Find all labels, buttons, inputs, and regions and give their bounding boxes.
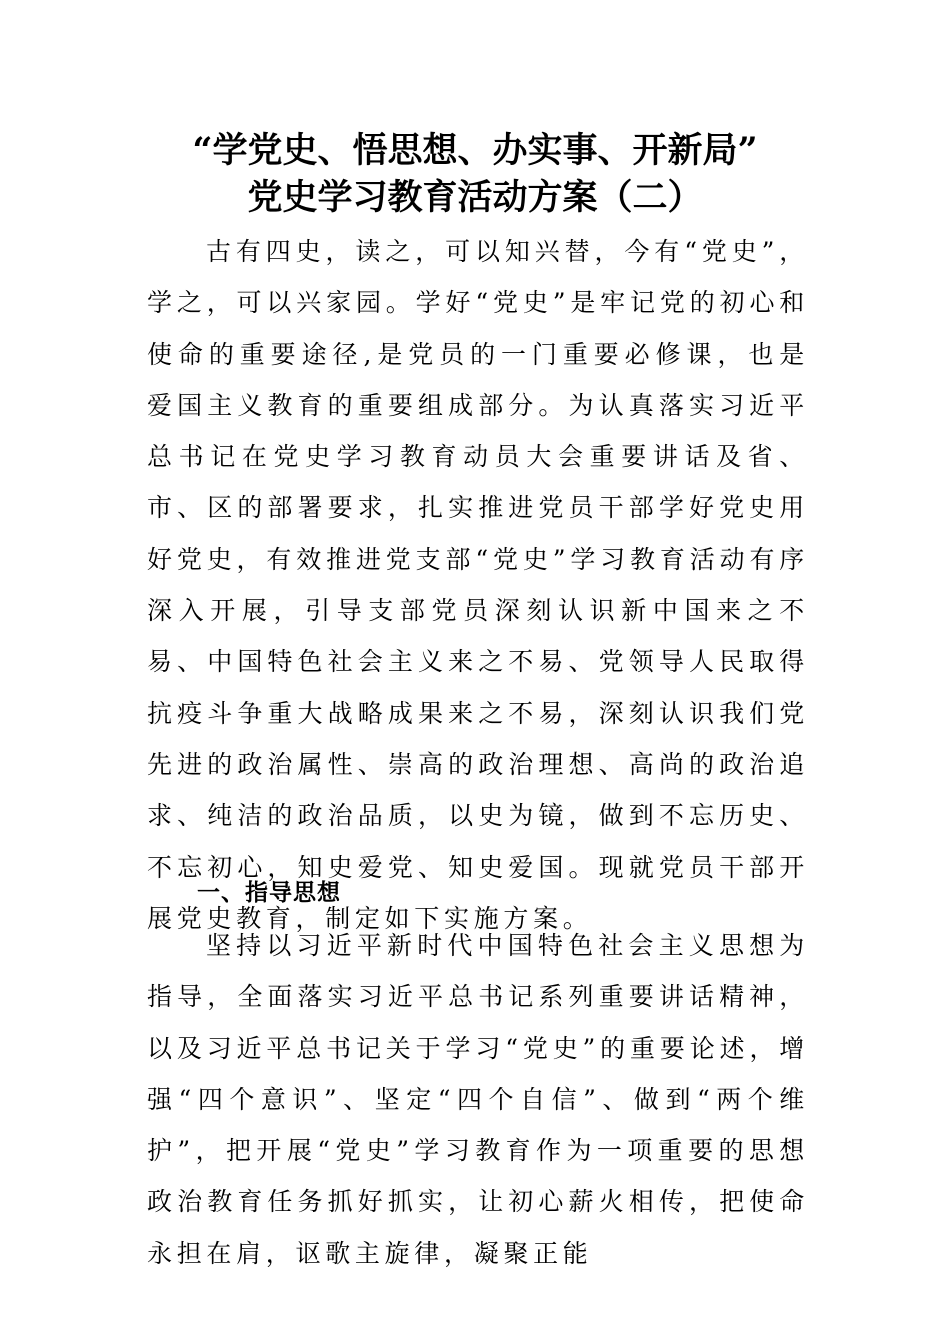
- section1-paragraph: 坚持以习近平新时代中国特色社会主义思想为指导，全面落实习近平总书记系列重要讲话精神，以及习近平总书记关于学习“党史”的重要论述，增强“四个意识”、坚定“四个自信”、做到“两个维护”，把开展“党史”学习教育作为一项重要的思想政治教育任务抓好抓实，让初心薪火相传，把使命永担在肩，讴歌主旋律，凝聚正能: [147, 931, 809, 1268]
- intro-paragraph: 古有四史，读之，可以知兴替，今有“党史”，学之，可以兴家园。学好“党史”是牢记党的初心和使命的重要途径,是党员的一门重要必修课，也是爱国主义教育的重要组成部分。为认真落实习近平总书记在党史学习教育动员大会重要讲话及省、市、区的部署要求，扎实推进党员干部学好党史用好党史，有效推进党支部“党史”学习教育活动有序深入开展，引导支部党员深刻认识新中国来之不易、中国特色社会主义来之不易、党领导人民取得抗疫斗争重大战略成果来之不易，深刻认识我们党先进的政治属性、崇高的政治理想、高尚的政治追求、纯洁的政治品质，以史为镜，做到不忘历史、不忘初心，知史爱党、知史爱国。现就党员干部开展党史教育，制定如下实施方案。: [147, 237, 809, 933]
- document-title-line1: “学党史、悟思想、办实事、开新局”: [192, 130, 758, 171]
- section-heading-guiding-ideology: 一、指导思想: [197, 880, 341, 906]
- document-title-line2: 党史学习教育活动方案（二）: [247, 177, 703, 218]
